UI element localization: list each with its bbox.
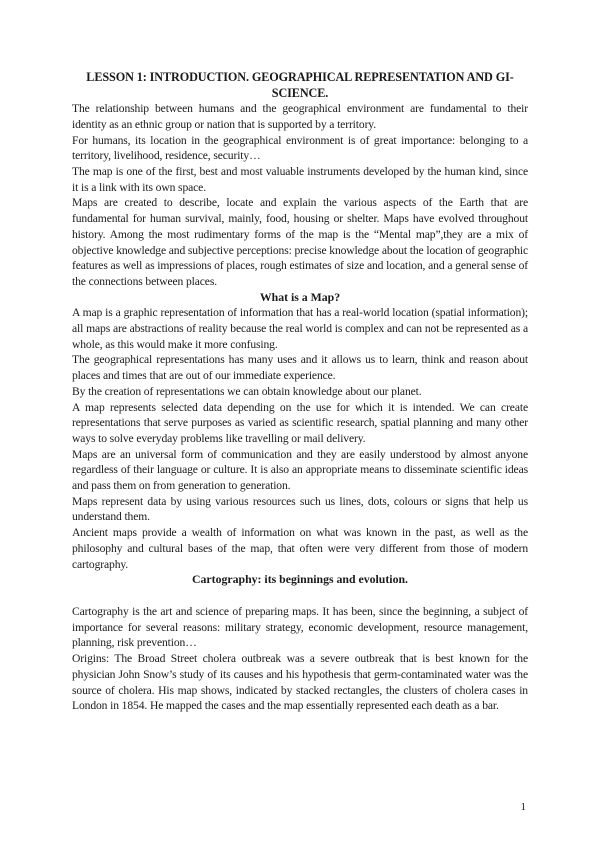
body-paragraph: A map represents selected data depending on the use for which it is intended. We can create representations that serve purposes as varied as scientific research, spatial planning and many other ways to solve everyday problems like travelling or mail delivery. <box>72 400 528 445</box>
page-number: 1 <box>520 801 526 813</box>
body-paragraph: Maps are created to describe, locate and explain the various aspects of the Earth that are fundamental for human survival, mainly, food, housing or shelter. Maps have evolved throughout history. Among the most rudimentary forms of the map is the “Mental map”,they are a mix of objective knowledge and subjective perceptions: precise knowledge about the location of geographic features as well as impressions of places, rough estimates of size and location, and a general sense of the connections between places. <box>72 196 529 288</box>
body-paragraph: A map is a graphic representation of information that has a real-world location (spatial information); all maps are abstractions of reality because the real world is complex and can not be represented as a whole, as this would make it more confusing. <box>72 306 528 351</box>
body-paragraph: The relationship between humans and the geographical environment are fundamental to their identity as an ethnic group or nation that is supported by a territory. <box>72 102 528 131</box>
body-paragraph: Maps represent data by using various resources such us lines, dots, colours or signs that help us understand them. <box>72 494 528 524</box>
section-heading-what-is-a-map: What is a Map? <box>259 289 341 304</box>
body-paragraph: For humans, its location in the geographical environment is of great importance: belonging to a territory, livelihood, residence, security… <box>72 133 528 163</box>
body-paragraph: By the creation of representations we can obtain knowledge about our planet. <box>72 384 422 398</box>
section-heading-cartography: Cartography: its beginnings and evolution. <box>192 572 408 587</box>
lesson-title: LESSON 1: INTRODUCTION. GEOGRAPHICAL REPRESENTATION AND GI-SCIENCE. <box>86 70 514 100</box>
document-page <box>72 66 528 714</box>
body-paragraph: The map is one of the first, best and most valuable instruments developed by the human kind, since it is a link with its own space. <box>72 165 528 194</box>
section-spacer <box>72 588 528 604</box>
body-paragraph: The geographical representations has many uses and it allows us to learn, think and reason about places and times that are out of our immediate experience. <box>72 353 528 383</box>
body-paragraph: Origins: The Broad Street cholera outbreak was a severe outbreak that is best known for the physician John Snow’s study of its causes and his hypothesis that germ-contaminated water was the source of cholera. His map shows, indicated by stacked rectangles, the clusters of cholera cases in London in 1854. He mapped the cases and the map essentially represented each death as a bar. <box>72 652 528 713</box>
body-paragraph: Ancient maps provide a wealth of information on what was known in the past, as well as the philosophy and cultural bases of the map, that often were very different from those of modern cartography. <box>72 526 528 571</box>
body-paragraph: Cartography is the art and science of preparing maps. It has been, since the beginning, a subject of importance for several reasons: military strategy, economic development, resource management, planning, risk prevention… <box>72 604 528 650</box>
body-paragraph: Maps are an universal form of communication and they are easily understood by almost anyone regardless of their language or culture. It is also an appropriate means to disseminate scientific ideas and pass them on from generation to generation. <box>72 447 528 493</box>
